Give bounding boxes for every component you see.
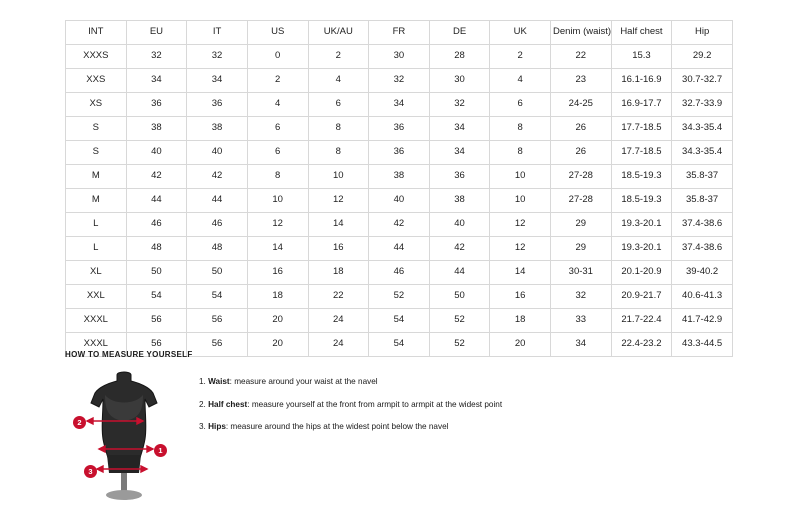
- table-cell: 18: [490, 309, 551, 333]
- table-cell: 42: [187, 165, 248, 189]
- table-header: [66, 21, 733, 45]
- table-cell: 43.3-44.5: [672, 333, 733, 357]
- table-cell: 40: [369, 189, 430, 213]
- table-cell: 32: [429, 93, 490, 117]
- note-number: 1.: [199, 377, 206, 386]
- table-cell: 36: [369, 141, 430, 165]
- mannequin-illustration: [65, 369, 195, 504]
- size-label-cell: XXS: [66, 69, 127, 93]
- size-label-cell: XXXL: [66, 333, 127, 357]
- table-cell: 37.4-38.6: [672, 213, 733, 237]
- table-cell: 48: [187, 237, 248, 261]
- table-cell: 39-40.2: [672, 261, 733, 285]
- table-cell: 8: [247, 165, 308, 189]
- table-cell: 2: [490, 45, 551, 69]
- table-cell: 35.8-37: [672, 165, 733, 189]
- table-cell: 40: [126, 141, 187, 165]
- table-cell: 34: [187, 69, 248, 93]
- table-cell: 20: [247, 333, 308, 357]
- table-cell: 24: [308, 309, 369, 333]
- table-cell: 26: [551, 141, 612, 165]
- table-cell: 29: [551, 213, 612, 237]
- note-term: Hips: [208, 422, 226, 432]
- table-cell: 42: [126, 165, 187, 189]
- table-cell: 8: [490, 117, 551, 141]
- column-header: FR: [369, 21, 430, 45]
- table-cell: 18: [247, 285, 308, 309]
- table-cell: 34: [429, 117, 490, 141]
- table-cell: 28: [429, 45, 490, 69]
- size-chart-container: [65, 20, 733, 357]
- table-cell: 40.6-41.3: [672, 285, 733, 309]
- note-term: Half chest: [208, 399, 248, 409]
- table-row: [66, 189, 733, 213]
- table-cell: 38: [369, 165, 430, 189]
- table-cell: 0: [247, 45, 308, 69]
- size-label-cell: L: [66, 213, 127, 237]
- size-label-cell: L: [66, 237, 127, 261]
- column-header: Hip: [672, 21, 733, 45]
- table-cell: 17.7-18.5: [611, 141, 672, 165]
- table-cell: 38: [187, 117, 248, 141]
- table-cell: 52: [429, 309, 490, 333]
- table-cell: 20.1-20.9: [611, 261, 672, 285]
- table-cell: 15.3: [611, 45, 672, 69]
- table-cell: 52: [369, 285, 430, 309]
- size-chart-table: [65, 20, 733, 357]
- table-cell: 50: [429, 285, 490, 309]
- table-cell: 16: [247, 261, 308, 285]
- table-row: [66, 141, 733, 165]
- table-cell: 17.7-18.5: [611, 117, 672, 141]
- size-label-cell: XS: [66, 93, 127, 117]
- table-cell: 36: [429, 165, 490, 189]
- measurement-note: [199, 400, 733, 411]
- table-cell: 36: [369, 117, 430, 141]
- table-cell: 24: [308, 333, 369, 357]
- table-cell: 30-31: [551, 261, 612, 285]
- table-row: [66, 45, 733, 69]
- measurement-notes: [195, 369, 733, 445]
- table-cell: 32: [126, 45, 187, 69]
- size-label-cell: S: [66, 117, 127, 141]
- table-cell: 54: [187, 285, 248, 309]
- table-row: [66, 93, 733, 117]
- table-cell: 40: [187, 141, 248, 165]
- table-cell: 8: [308, 117, 369, 141]
- column-header: UK/AU: [308, 21, 369, 45]
- table-cell: 22: [308, 285, 369, 309]
- table-cell: 52: [429, 333, 490, 357]
- table-cell: 44: [126, 189, 187, 213]
- table-row: [66, 69, 733, 93]
- table-cell: 46: [126, 213, 187, 237]
- table-cell: 20.9-21.7: [611, 285, 672, 309]
- table-cell: 34: [551, 333, 612, 357]
- table-cell: 26: [551, 117, 612, 141]
- table-cell: 40: [429, 213, 490, 237]
- table-cell: 19.3-20.1: [611, 237, 672, 261]
- table-cell: 37.4-38.6: [672, 237, 733, 261]
- table-cell: 18.5-19.3: [611, 189, 672, 213]
- table-cell: 34: [126, 69, 187, 93]
- size-label-cell: XXXS: [66, 45, 127, 69]
- table-cell: 21.7-22.4: [611, 309, 672, 333]
- table-cell: 50: [187, 261, 248, 285]
- table-cell: 34: [369, 93, 430, 117]
- how-to-measure-title: HOW TO MEASURE YOURSELF: [65, 350, 193, 359]
- table-cell: 38: [429, 189, 490, 213]
- table-cell: 19.3-20.1: [611, 213, 672, 237]
- table-cell: 4: [247, 93, 308, 117]
- table-cell: 33: [551, 309, 612, 333]
- table-cell: 56: [126, 333, 187, 357]
- table-cell: 16: [490, 285, 551, 309]
- table-cell: 10: [308, 165, 369, 189]
- table-row: [66, 165, 733, 189]
- table-cell: 46: [187, 213, 248, 237]
- table-cell: 36: [126, 93, 187, 117]
- table-cell: 6: [308, 93, 369, 117]
- table-cell: 56: [126, 309, 187, 333]
- table-cell: 35.8-37: [672, 189, 733, 213]
- table-cell: 32.7-33.9: [672, 93, 733, 117]
- table-cell: 32: [187, 45, 248, 69]
- table-cell: 44: [429, 261, 490, 285]
- table-cell: 16.1-16.9: [611, 69, 672, 93]
- column-header: US: [247, 21, 308, 45]
- table-body: [66, 45, 733, 357]
- table-row: [66, 213, 733, 237]
- table-cell: 34.3-35.4: [672, 141, 733, 165]
- table-row: [66, 237, 733, 261]
- column-header: EU: [126, 21, 187, 45]
- table-cell: 8: [308, 141, 369, 165]
- table-cell: 42: [429, 237, 490, 261]
- note-text: : measure yourself at the front from armpit to armpit at the widest point: [247, 399, 503, 409]
- column-header: IT: [187, 21, 248, 45]
- table-cell: 30.7-32.7: [672, 69, 733, 93]
- table-cell: 30: [369, 45, 430, 69]
- table-cell: 16: [308, 237, 369, 261]
- size-label-cell: XXXL: [66, 309, 127, 333]
- table-cell: 32: [369, 69, 430, 93]
- table-cell: 56: [187, 333, 248, 357]
- table-cell: 18: [308, 261, 369, 285]
- table-cell: 20: [247, 309, 308, 333]
- table-cell: 2: [308, 45, 369, 69]
- table-cell: 54: [126, 285, 187, 309]
- table-cell: 36: [187, 93, 248, 117]
- table-cell: 24-25: [551, 93, 612, 117]
- column-header: Denim (waist): [551, 21, 612, 45]
- note-text: : measure around the hips at the widest point below the navel: [225, 422, 449, 432]
- table-header-row: [66, 21, 733, 45]
- badge-half-chest: 2: [73, 416, 86, 429]
- table-cell: 18.5-19.3: [611, 165, 672, 189]
- table-cell: 38: [126, 117, 187, 141]
- table-cell: 44: [187, 189, 248, 213]
- table-cell: 34.3-35.4: [672, 117, 733, 141]
- table-cell: 12: [247, 213, 308, 237]
- size-label-cell: XL: [66, 261, 127, 285]
- size-label-cell: S: [66, 141, 127, 165]
- table-row: [66, 261, 733, 285]
- measurement-note: [199, 377, 733, 388]
- table-cell: 14: [490, 261, 551, 285]
- table-cell: 54: [369, 333, 430, 357]
- note-number: 3.: [199, 422, 206, 432]
- table-cell: 41.7-42.9: [672, 309, 733, 333]
- table-cell: 30: [429, 69, 490, 93]
- table-cell: 46: [369, 261, 430, 285]
- table-cell: 34: [429, 141, 490, 165]
- table-cell: 42: [369, 213, 430, 237]
- column-header: Half chest: [611, 21, 672, 45]
- table-row: [66, 309, 733, 333]
- table-cell: 22: [551, 45, 612, 69]
- size-label-cell: M: [66, 165, 127, 189]
- table-cell: 22.4-23.2: [611, 333, 672, 357]
- measurement-figure: [65, 369, 195, 504]
- column-header: INT: [66, 21, 127, 45]
- table-row: [66, 117, 733, 141]
- table-cell: 23: [551, 69, 612, 93]
- column-header: UK: [490, 21, 551, 45]
- note-text: : measure around your waist at the navel: [229, 377, 378, 386]
- table-cell: 2: [247, 69, 308, 93]
- table-cell: 16.9-17.7: [611, 93, 672, 117]
- table-cell: 4: [490, 69, 551, 93]
- table-cell: 6: [247, 117, 308, 141]
- table-cell: 32: [551, 285, 612, 309]
- table-cell: 8: [490, 141, 551, 165]
- size-label-cell: XXL: [66, 285, 127, 309]
- table-cell: 14: [247, 237, 308, 261]
- table-cell: 54: [369, 309, 430, 333]
- table-cell: 10: [247, 189, 308, 213]
- badge-hips: 3: [84, 465, 97, 478]
- size-label-cell: M: [66, 189, 127, 213]
- table-row: [66, 285, 733, 309]
- table-cell: 50: [126, 261, 187, 285]
- how-to-measure-section: [65, 350, 733, 504]
- table-cell: 12: [490, 213, 551, 237]
- table-cell: 44: [369, 237, 430, 261]
- table-cell: 10: [490, 165, 551, 189]
- table-cell: 12: [490, 237, 551, 261]
- badge-waist: 1: [154, 444, 167, 457]
- how-to-measure-body: [65, 369, 733, 504]
- table-cell: 10: [490, 189, 551, 213]
- column-header: DE: [429, 21, 490, 45]
- measurement-note: [199, 422, 733, 433]
- table-cell: 20: [490, 333, 551, 357]
- table-cell: 29.2: [672, 45, 733, 69]
- note-term: Waist: [208, 377, 230, 386]
- table-cell: 27-28: [551, 189, 612, 213]
- table-cell: 29: [551, 237, 612, 261]
- table-cell: 12: [308, 189, 369, 213]
- table-cell: 56: [187, 309, 248, 333]
- table-cell: 6: [490, 93, 551, 117]
- note-number: 2.: [199, 399, 206, 409]
- table-cell: 14: [308, 213, 369, 237]
- table-cell: 48: [126, 237, 187, 261]
- table-cell: 27-28: [551, 165, 612, 189]
- table-cell: 4: [308, 69, 369, 93]
- table-cell: 6: [247, 141, 308, 165]
